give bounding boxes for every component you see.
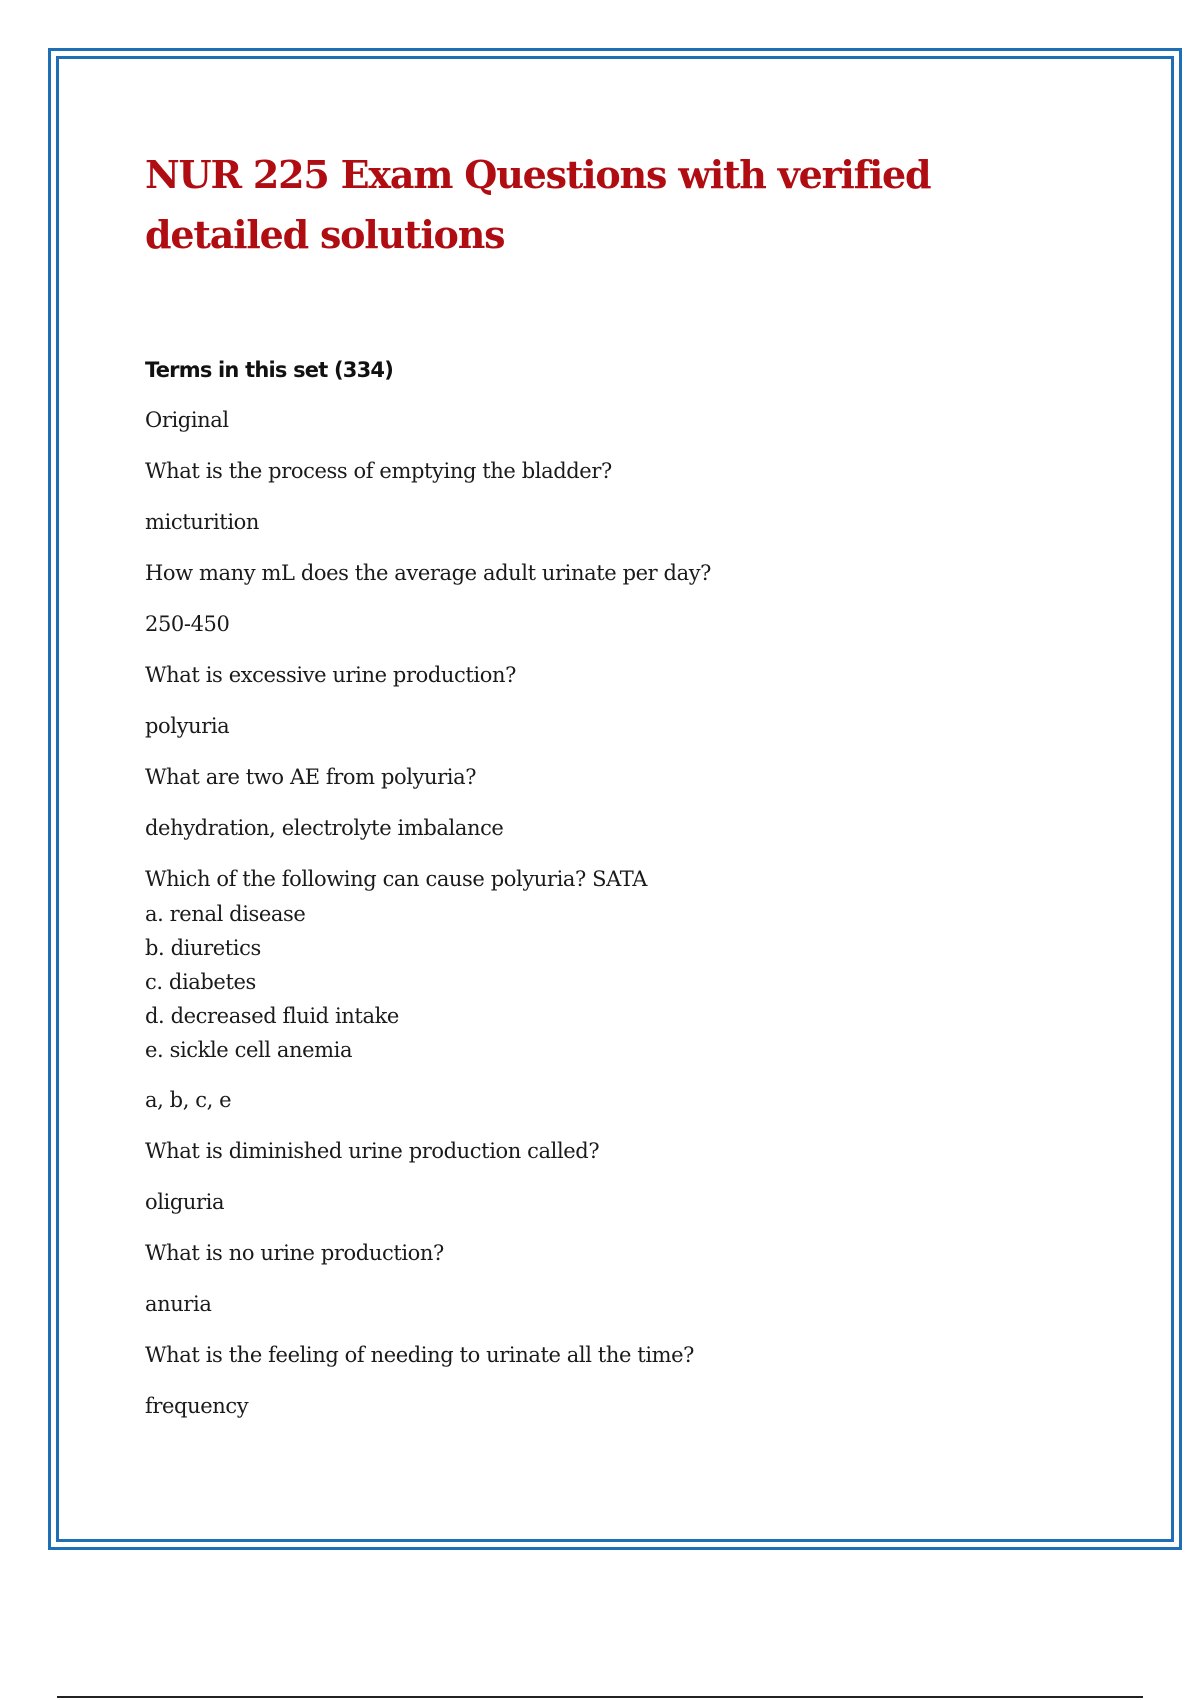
- term-line: Original: [145, 408, 229, 432]
- question-line: What is excessive urine production?: [145, 663, 516, 687]
- sata-option: c. diabetes: [145, 970, 256, 994]
- question-line: What are two AE from polyuria?: [145, 765, 477, 789]
- answer-line: anuria: [145, 1292, 212, 1316]
- answer-line: a, b, c, e: [145, 1088, 232, 1112]
- sata-option: a. renal disease: [145, 902, 306, 926]
- answer-line: polyuria: [145, 714, 230, 738]
- sata-option: e. sickle cell anemia: [145, 1038, 353, 1062]
- question-line: How many mL does the average adult urinate per day?: [145, 561, 712, 585]
- sata-option: b. diuretics: [145, 936, 261, 960]
- answer-line: micturition: [145, 510, 260, 534]
- sata-question: Which of the following can cause polyuria? SATA: [145, 867, 647, 891]
- answer-line: dehydration, electrolyte imbalance: [145, 816, 504, 840]
- sata-option: d. decreased fluid intake: [145, 1004, 399, 1028]
- question-line: What is diminished urine production called?: [145, 1139, 600, 1163]
- footer-rule: [57, 1696, 1143, 1698]
- document-title: NUR 225 Exam Questions with verified detailed solutions: [145, 152, 931, 257]
- question-line: What is the feeling of needing to urinate all the time?: [145, 1343, 695, 1367]
- sata-question-block: [145, 861, 1045, 1067]
- answer-line: oliguria: [145, 1190, 225, 1214]
- document-content: [145, 352, 1045, 1439]
- answer-line: frequency: [145, 1394, 249, 1418]
- answer-line: 250-450: [145, 612, 230, 636]
- question-line: What is no urine production?: [145, 1241, 444, 1265]
- question-line: What is the process of emptying the bladder?: [145, 459, 612, 483]
- set-heading: Terms in this set (334): [145, 358, 394, 382]
